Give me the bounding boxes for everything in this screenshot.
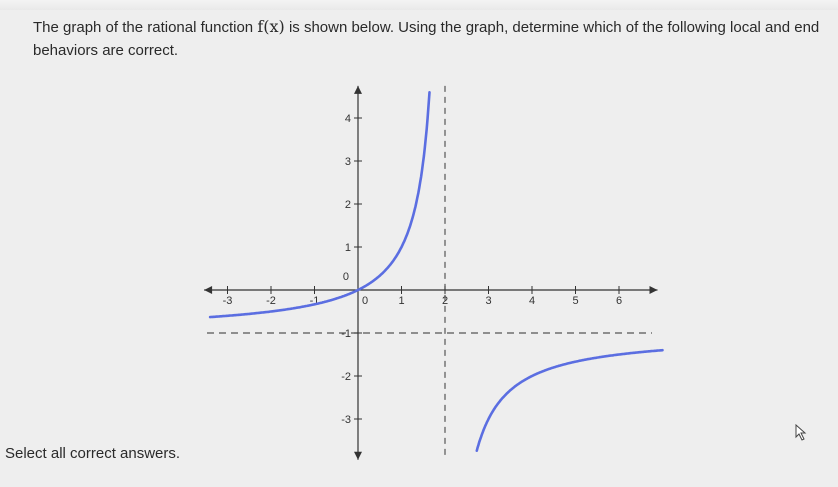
y-tick-label: 3 <box>344 156 351 168</box>
x-tick-label: 6 <box>615 295 623 307</box>
y-axis-bottom-arrow <box>354 452 362 460</box>
curves <box>210 92 662 450</box>
x-tick-label: -3 <box>222 295 233 307</box>
x-axis-right-arrow <box>650 286 658 294</box>
x-tick-label: -2 <box>266 295 276 307</box>
mouse-cursor-icon <box>795 424 809 442</box>
y-tick-label: -1 <box>341 328 351 340</box>
y-tick-label: 0 <box>342 271 349 283</box>
x-tick-label: 1 <box>398 295 405 307</box>
x-tick-label: 2 <box>441 295 449 307</box>
x-tick-label: 3 <box>485 295 492 307</box>
x-tick-label: 0 <box>361 295 369 307</box>
curve-branch-1 <box>210 92 429 317</box>
question-text-after: is shown below. Using the graph, determine which of the following local and end behaviors are correct. <box>33 19 820 59</box>
y-tick-label: 2 <box>344 199 351 211</box>
y-tick-label: -2 <box>341 371 351 383</box>
question-text-before: The graph of the rational function <box>33 19 254 36</box>
curve-branch-2 <box>477 350 663 451</box>
x-tick-label: -1 <box>309 295 320 307</box>
select-all-instruction: Select all correct answers. <box>5 445 181 462</box>
y-tick-label: -3 <box>341 414 351 426</box>
x-tick-label: 5 <box>572 295 579 307</box>
asymptotes <box>207 86 652 460</box>
x-axis-left-arrow <box>204 286 212 294</box>
axes <box>204 86 657 460</box>
function-name: f(x) <box>257 17 285 36</box>
x-tick-label: 4 <box>528 295 536 307</box>
y-tick-label: 1 <box>344 242 351 254</box>
y-axis-top-arrow <box>354 86 362 94</box>
y-tick-label: 4 <box>344 113 351 125</box>
